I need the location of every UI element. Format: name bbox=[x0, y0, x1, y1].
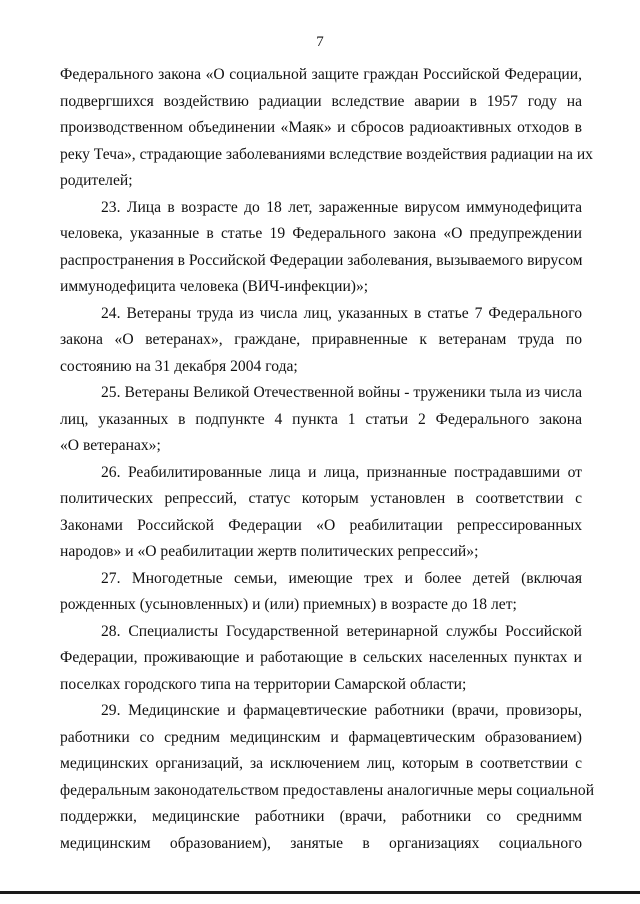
text-line: лиц, указанных в подпункте 4 пункта 1 статьи 2 Федерального закона bbox=[60, 410, 582, 428]
text-line: производственном объединении «Маяк» и сбросов радиоактивных отходов в bbox=[60, 119, 582, 136]
paragraph-first-line: 24. Ветераны труда из числа лиц, указанных в статье 7 Федерального bbox=[101, 304, 582, 322]
text-line: федеральным законодательством предоставлены аналогичные меры социальной bbox=[60, 781, 595, 799]
text-line: поселках городского типа на территории Самарской области; bbox=[60, 675, 467, 693]
paragraph-first-line: 26. Реабилитированные лица и лица, признанные пострадавшими от bbox=[101, 463, 582, 481]
text-line: Законами Российской Федерации «О реабилитации репрессированных bbox=[60, 516, 582, 534]
text-line: медицинским образованием), занятые в организациях социального bbox=[60, 834, 582, 852]
text-line: реку Теча», страдающие заболеваниями вследствие воздействия радиации на их bbox=[60, 145, 593, 163]
text-line: распространения в Российской Федерации заболевания, вызываемого вирусом bbox=[60, 251, 583, 269]
text-line: поддержки, медицинские работники (врачи, работники со среднимм bbox=[60, 808, 582, 825]
paragraph-first-line: 27. Многодетные семьи, имеющие трех и более детей (включая bbox=[101, 569, 582, 587]
text-line: иммунодефицита человека (ВИЧ-инфекции)»; bbox=[60, 278, 369, 295]
text-line: медицинских организаций, за исключением лиц, которым в соответствии с bbox=[60, 755, 582, 772]
text-line: Федерального закона «О социальной защите граждан Российской Федерации, bbox=[60, 66, 582, 83]
document-body bbox=[60, 62, 595, 857]
text-line: политических репрессий, статус которым установлен в соответствии с bbox=[60, 490, 582, 507]
text-line: человека, указанные в статье 19 Федерального закона «О предупреждении bbox=[60, 225, 582, 242]
paragraph-first-line: 25. Ветераны Великой Отечественной войны - труженики тыла из числа bbox=[101, 384, 582, 401]
text-line: подвергшихся воздействию радиации вследствие аварии в 1957 году на bbox=[60, 92, 582, 110]
text-line: рожденных (усыновленных) и (или) приемных) в возрасте до 18 лет; bbox=[60, 596, 517, 613]
text-line: народов» и «О реабилитации жертв политических репрессий»; bbox=[60, 543, 479, 560]
paragraph-first-line: 29. Медицинские и фармацевтические работники (врачи, провизоры, bbox=[101, 702, 582, 719]
text-line: состоянию на 31 декабря 2004 года; bbox=[60, 357, 298, 375]
paragraph-first-line: 23. Лица в возрасте до 18 лет, зараженные вирусом иммунодефицита bbox=[101, 198, 582, 216]
text-line: родителей; bbox=[60, 172, 133, 189]
paragraph-first-line: 28. Специалисты Государственной ветеринарной службы Российской bbox=[101, 622, 582, 640]
page-number: 7 bbox=[316, 34, 324, 50]
bottom-rule bbox=[0, 891, 640, 894]
text-line: работники со средним медицинским и фармацевтическим образованием) bbox=[60, 728, 582, 746]
text-line: «О ветеранах»; bbox=[60, 437, 161, 454]
text-line: Федерации, проживающие и работающие в сельских населенных пунктах и bbox=[60, 649, 582, 666]
text-line: закона «О ветеранах», граждане, приравненные к ветеранам труда по bbox=[60, 331, 582, 348]
